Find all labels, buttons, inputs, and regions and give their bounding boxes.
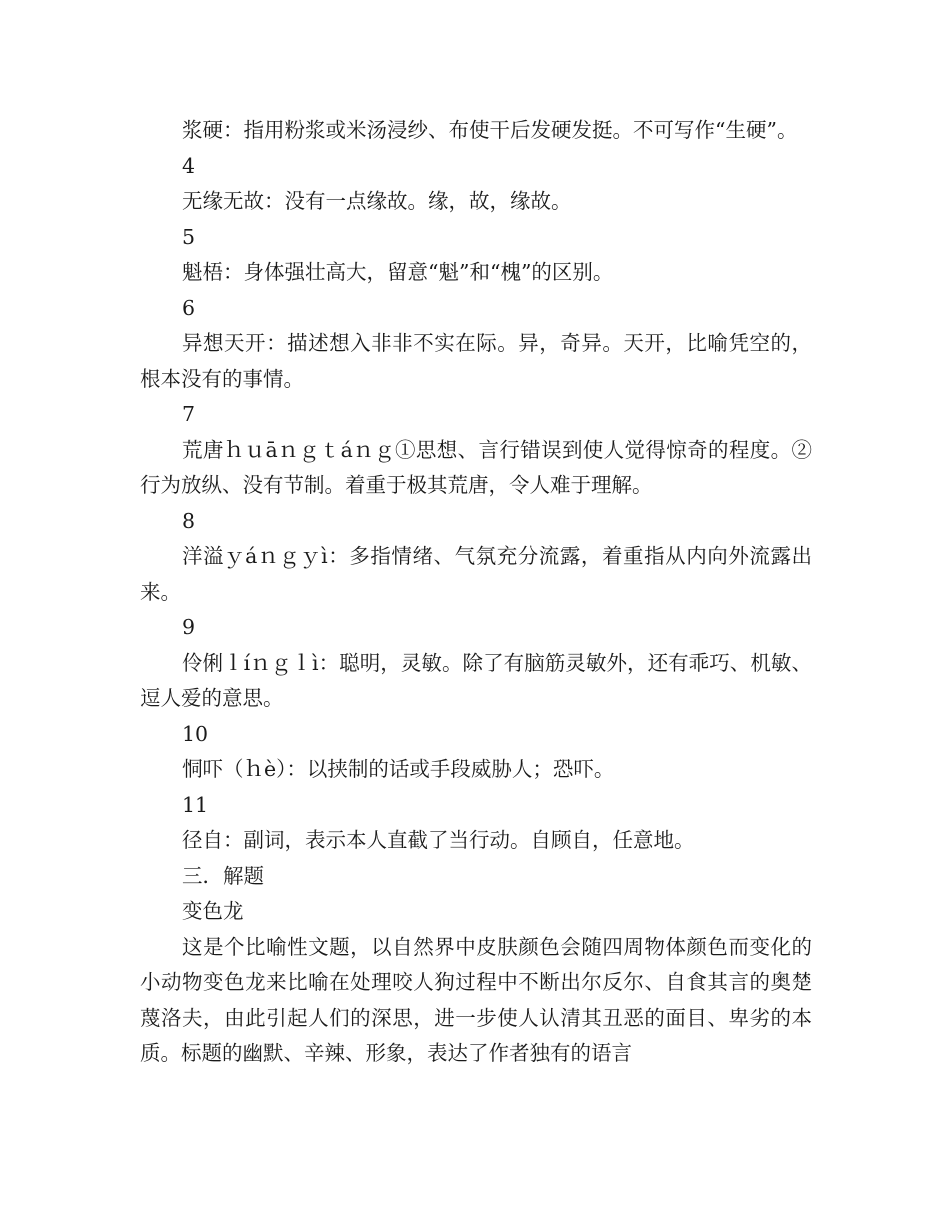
paragraph-lingli: 伶俐ｌíｎｇｌì：聪明，灵敏。除了有脑筋灵敏外，还有乖巧、机敏、逗人爱的意思。 [140, 650, 812, 710]
section-heading-jieti: 三．解题 [182, 863, 264, 888]
item-number-8: 8 [182, 508, 196, 533]
item-number-9: 9 [182, 615, 196, 639]
paragraph-huangtang: 荒唐ｈｕāｎｇｔáｎｇ①思想、言行错误到使人觉得惊奇的程度。②行为放纵、没有节制。着重于极其荒唐，令人难于理解。 [140, 437, 812, 497]
paragraph-jiangying: 浆硬：指用粉浆或米汤浸纱、布使干后发硬发挺。不可写作“生硬”。 [182, 118, 798, 142]
item-number-10: 10 [182, 721, 209, 746]
paragraph-kuiwu: 魁梧：身体强壮高大，留意“魁”和“槐”的区别。 [182, 260, 614, 284]
paragraph-donghe: 恫吓（ｈè）：以挟制的话或手段威胁人；恐吓。 [182, 757, 615, 781]
paragraph-yangyi: 洋溢ｙáｎｇｙì：多指情绪、气氛充分流露，着重指从内向外流露出来。 [140, 544, 812, 604]
item-number-4: 4 [182, 153, 196, 178]
item-number-11: 11 [182, 792, 209, 817]
item-number-5: 5 [182, 224, 196, 249]
subheading-biansielong: 变色龙 [182, 899, 244, 923]
document-body [140, 113, 812, 1072]
paragraph-yixiangtiankai: 异想天开：描述想入非非不实在际。异，奇异。天开，比喻凭空的，根本没有的事情。 [140, 331, 812, 391]
paragraph-wuyuanwugu: 无缘无故：没有一点缘故。缘，故，缘故。 [182, 189, 572, 213]
paragraph-explanation: 这是个比喻性文题，以自然界中皮肤颜色会随四周物体颜色而变化的小动物变色龙来比喻在处理咬人狗过程中不断出尔反尔、自食其言的奥楚蔑洛夫，由此引起人们的深思，进一步使人认清其丑恶的面目、卑劣的本质。标题的幽默、辛辣、形象，表达了作者独有的语言 [140, 934, 812, 1065]
item-number-6: 6 [182, 295, 196, 320]
item-number-7: 7 [182, 402, 196, 426]
paragraph-jingzi: 径自：副词，表示本人直截了当行动。自顾自，任意地。 [182, 828, 695, 852]
